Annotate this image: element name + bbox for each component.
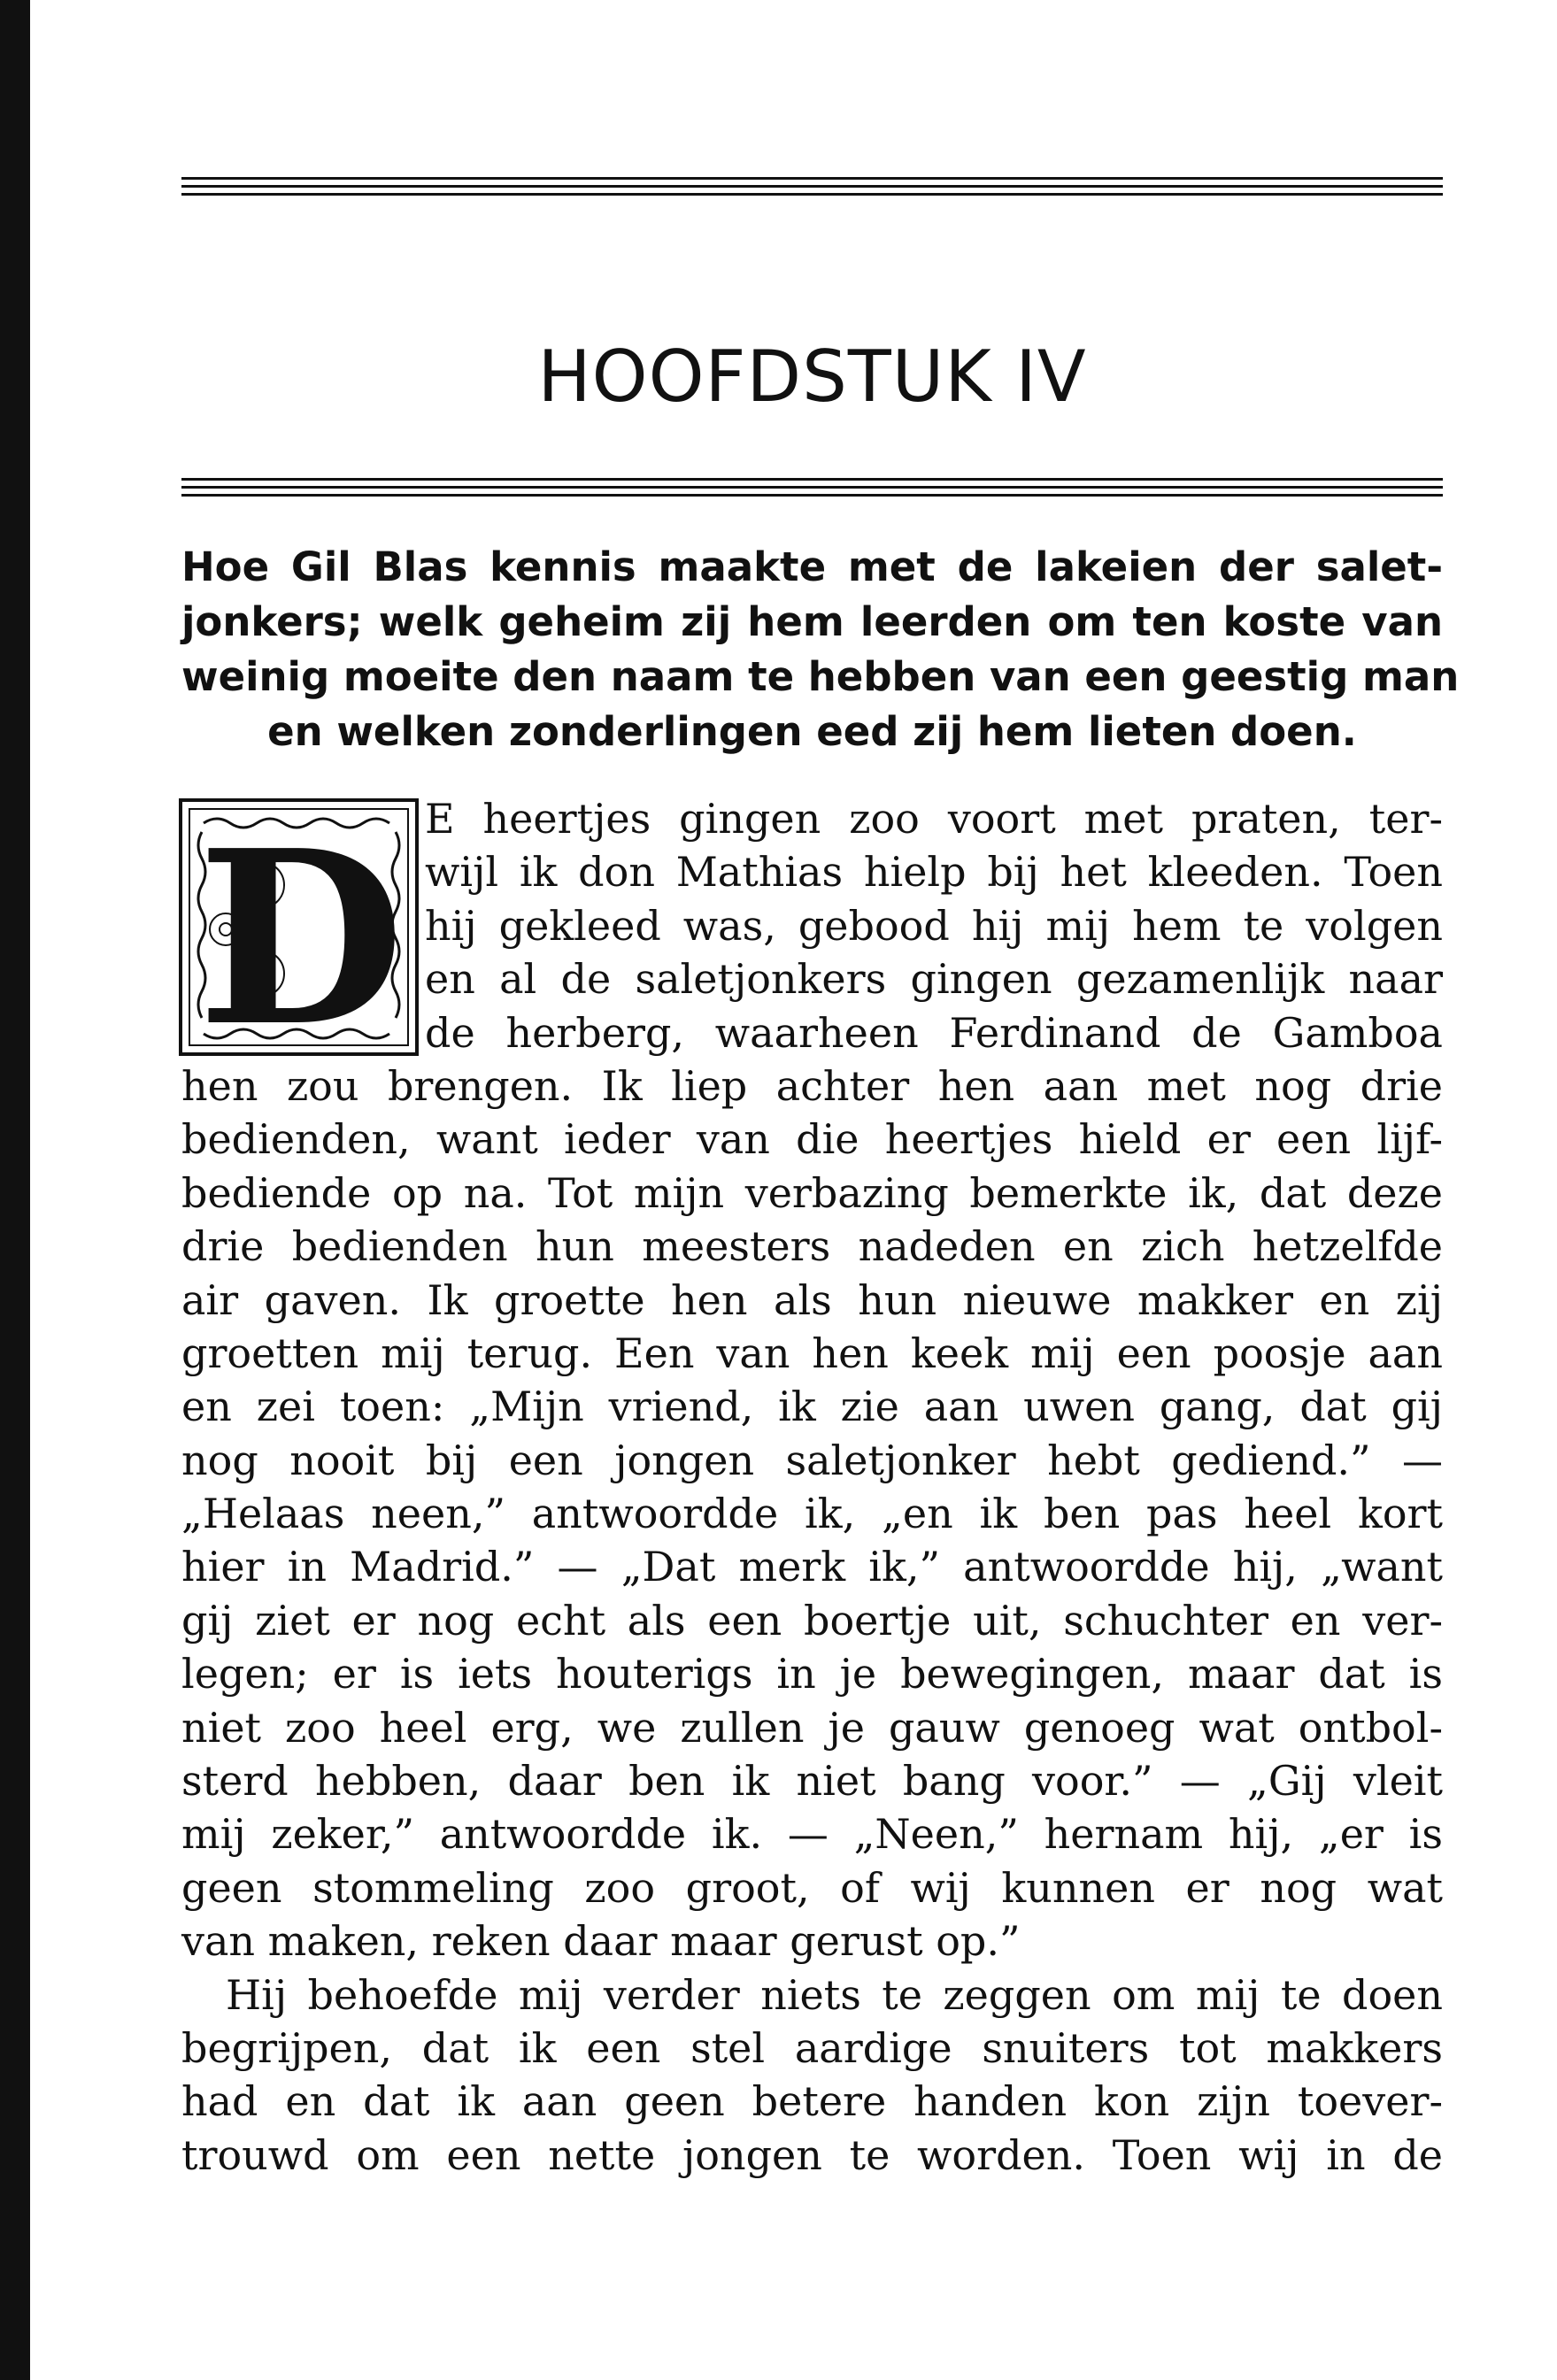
chapter-title: HOOFDSTUK IV <box>537 335 1087 418</box>
summary-line: weinig moeite den naam te hebben van een geestig man <box>181 653 1460 700</box>
text-line: E heertjes gingen zoo voort met praten, ter- <box>425 795 1443 843</box>
top-double-rule <box>181 177 1443 201</box>
chapter-summary <box>181 540 1460 759</box>
text-line: drie bedienden hun meesters nadeden en zich hetzelfde <box>181 1222 1443 1271</box>
dropcap-letter: D <box>197 797 405 1058</box>
text-line: de herberg, waarheen Ferdinand de Gamboa <box>425 1008 1443 1057</box>
text-line: bediende op na. Tot mijn verbazing bemerkte ik, dat deze <box>181 1168 1443 1217</box>
text-line: gij ziet er nog echt als een boertje uit, schuchter en ver- <box>181 1596 1443 1644</box>
summary-line: Hoe Gil Blas kennis maakte met de lakeien der salet- <box>181 543 1443 590</box>
text-line: „Helaas neen,” antwoordde ik, „en ik ben pas heel kort <box>181 1490 1443 1538</box>
text-line: legen; er is iets houterigs in je bewegingen, maar dat is <box>181 1650 1443 1698</box>
summary-line: jonkers; welk geheim zij hem leerden om ten koste van <box>181 598 1443 645</box>
text-line: trouwd om een nette jongen te worden. Toen wij in de <box>181 2130 1443 2179</box>
bottom-double-rule <box>181 478 1443 502</box>
summary-line: en welken zonderlingen eed zij hem lieten doen. <box>267 708 1357 755</box>
text-line: groetten mij terug. Een van hen keek mij een poosje aan <box>181 1329 1443 1377</box>
text-line: mij zeker,” antwoordde ik. — „Neen,” hernam hij, „er is <box>181 1810 1443 1859</box>
text-line: en al de saletjonkers gingen gezamenlijk naar <box>425 955 1443 1004</box>
body-text <box>181 792 1443 2182</box>
text-line: en zei toen: „Mijn vriend, ik zie aan uwen gang, dat gij <box>181 1383 1443 1431</box>
text-line: nog nooit bij een jongen saletjonker hebt gediend.” — <box>181 1436 1443 1484</box>
text-line: sterd hebben, daar ben ik niet bang voor.” — „Gij vleit <box>181 1757 1443 1806</box>
text-line: air gaven. Ik groette hen als hun nieuwe makker en zij <box>181 1275 1443 1324</box>
text-line: hier in Madrid.” — „Dat merk ik,” antwoordde hij, „want <box>181 1543 1443 1591</box>
text-line: had en dat ik aan geen betere handen kon zijn toever- <box>181 2077 1443 2126</box>
text-line: Hij behoefde mij verder niets te zeggen om mij te doen <box>226 1970 1443 2019</box>
book-binding-edge <box>0 0 30 2380</box>
text-line: niet zoo heel erg, we zullen je gauw genoeg wat ontbol- <box>181 1703 1443 1752</box>
text-line: wijl ik don Mathias hielp bij het kleeden. Toen <box>425 848 1443 897</box>
text-line: begrijpen, dat ik een stel aardige snuiters tot makkers <box>181 2023 1443 2072</box>
text-line: hen zou brengen. Ik liep achter hen aan met nog drie <box>181 1061 1443 1110</box>
text-line: van maken, reken daar maar gerust op.” <box>181 1917 1021 1966</box>
text-line: hij gekleed was, gebood hij mij hem te volgen <box>425 901 1443 950</box>
text-line: geen stommeling zoo groot, of wij kunnen er nog wat <box>181 1863 1443 1912</box>
text-line: bedienden, want ieder van die heertjes hield er een lijf- <box>181 1115 1443 1164</box>
